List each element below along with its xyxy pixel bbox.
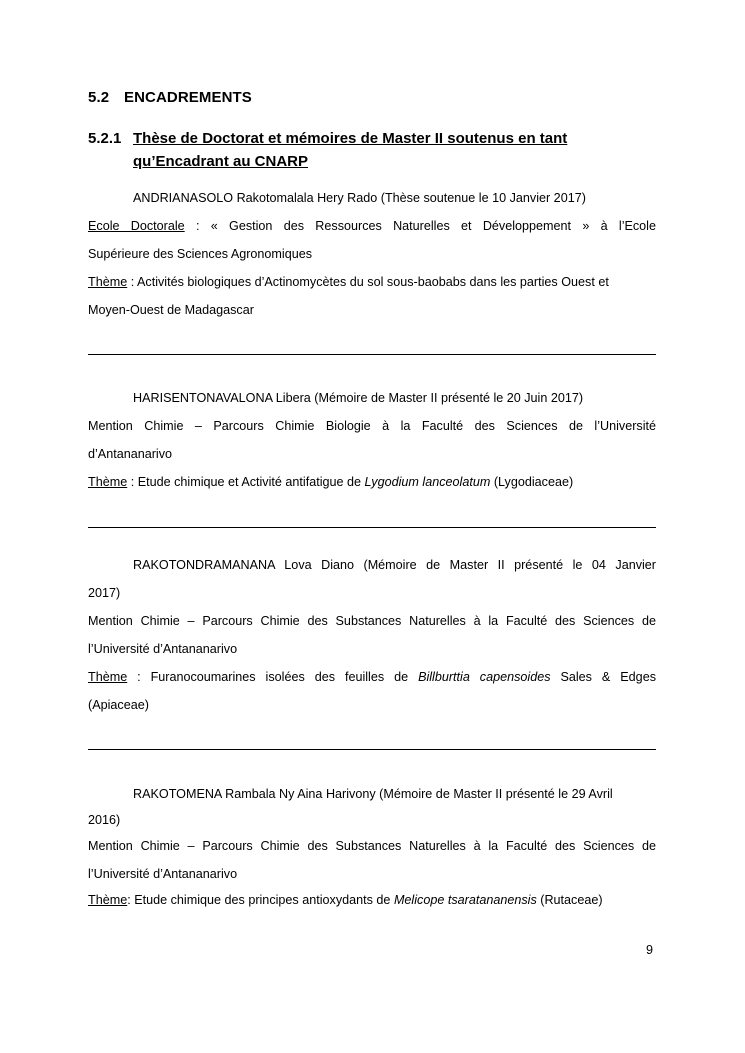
entry-affiliation: Mention Chimie – Parcours Chimie Biologie à la Faculté des Sciences de l’Université (88, 419, 656, 433)
entry-affiliation-cont: l’Université d’Antananarivo (88, 642, 238, 656)
section-title: ENCADREMENTS (124, 89, 252, 106)
separator-line (88, 527, 656, 528)
entry-student: RAKOTONDRAMANANA Lova Diano (Mémoire de Master II présenté le 04 Janvier (133, 558, 656, 572)
page-number: 9 (646, 943, 654, 957)
entry-affiliation: Ecole Doctorale : « Gestion des Ressources Naturelles et Développement » à l’Ecole (88, 219, 656, 233)
entry-affiliation: Mention Chimie – Parcours Chimie des Substances Naturelles à la Faculté des Sciences de (88, 839, 656, 853)
entry-student: ANDRIANASOLO Rakotomalala Hery Rado (Thèse soutenue le 10 Janvier 2017) (133, 191, 586, 205)
entry-affiliation-cont: l’Université d’Antananarivo (88, 867, 238, 881)
entry-theme: Thème : Etude chimique et Activité antifatigue de Lygodium lanceolatum (Lygodiaceae) (88, 475, 574, 489)
entry-affiliation: Mention Chimie – Parcours Chimie des Substances Naturelles à la Faculté des Sciences de (88, 614, 656, 628)
entry-student-cont: 2017) (88, 586, 121, 600)
entry-4 (88, 780, 656, 912)
entry-affiliation-cont: d’Antananarivo (88, 447, 173, 461)
entry-theme-cont: Moyen-Ouest de Madagascar (88, 303, 254, 317)
entry-student: HARISENTONAVALONA Libera (Mémoire de Master II présenté le 20 Juin 2017) (133, 391, 584, 405)
entry-2 (88, 384, 656, 496)
subsection-title: Thèse de Doctorat et mémoires de Master II soutenus en tant qu’Encadrant au CNARP (133, 130, 568, 170)
entry-theme-cont: (Apiaceae) (88, 698, 149, 712)
entry-theme: Thème: Etude chimique des principes antioxydants de Melicope tsaratananensis (Rutaceae) (88, 893, 603, 907)
entry-student: RAKOTOMENA Rambala Ny Aina Harivony (Mémoire de Master II présenté le 29 Avril (133, 787, 613, 801)
entry-theme: Thème : Furanocoumarines isolées des feuilles de Billburttia capensoides Sales & Edges (88, 670, 656, 684)
entry-1 (88, 184, 656, 324)
section-number: 5.2 (88, 89, 110, 106)
entry-student-cont: 2016) (88, 813, 121, 827)
section-heading (88, 89, 252, 106)
entry-theme: Thème : Activités biologiques d’Actinomycètes du sol sous-baobabs dans les parties Ouest et (88, 275, 609, 289)
subsection-number: 5.2.1 (88, 130, 122, 147)
separator-line (88, 354, 656, 355)
separator-line (88, 749, 656, 750)
entry-3 (88, 551, 656, 719)
entry-affiliation-cont: Supérieure des Sciences Agronomiques (88, 247, 313, 261)
